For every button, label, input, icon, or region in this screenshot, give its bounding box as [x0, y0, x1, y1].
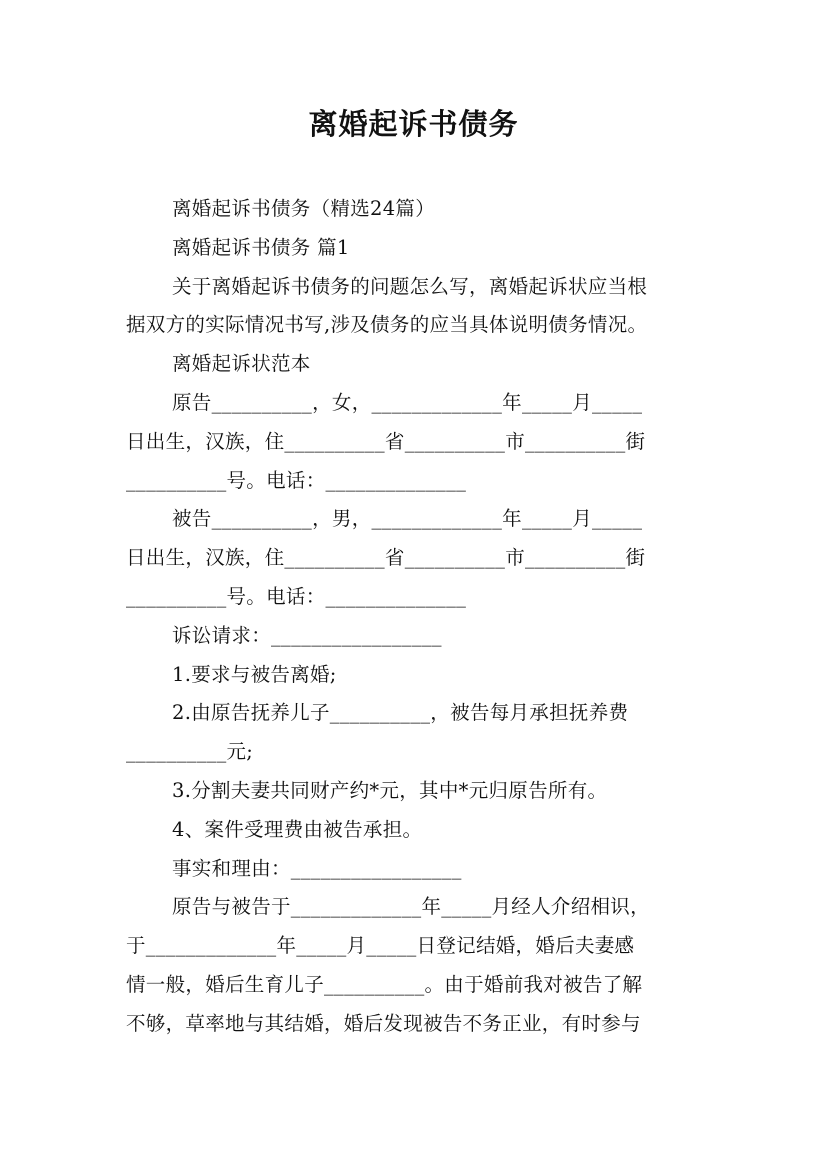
paragraph-line: 离婚起诉状范本 [172, 352, 311, 376]
paragraph-line: 日出生，汉族，住__________省__________市__________街 [126, 546, 646, 570]
paragraph-line: 诉讼请求：_________________ [172, 623, 442, 647]
paragraph-line: 3.分割夫妻共同财产约*元，其中*元归原告所有。 [172, 778, 608, 802]
paragraph-line: 被告__________，男，_____________年_____月_____ [172, 507, 643, 531]
paragraph-line: __________号。电话：______________ [126, 584, 467, 608]
document-title: 离婚起诉书债务 [308, 107, 519, 141]
paragraph-line: 情一般，婚后生育儿子__________。由于婚前我对被告了解 [126, 972, 643, 996]
paragraph-line: 于_____________年_____月_____日登记结婚，婚后夫妻感 [126, 934, 635, 958]
paragraph-line: __________号。电话：______________ [126, 468, 467, 492]
paragraph-line: 关于离婚起诉书债务的问题怎么写，离婚起诉状应当根 [172, 274, 648, 298]
paragraph-line: 据双方的实际情况书写,涉及债务的应当具体说明债务情况。 [126, 313, 648, 337]
paragraph-line: 原告__________，女，_____________年_____月_____ [172, 390, 643, 414]
paragraph-line: 2.由原告抚养儿子__________，被告每月承担抚养费 [172, 701, 629, 725]
paragraph-line: 离婚起诉书债务（精选24篇） [172, 197, 436, 220]
paragraph-line: 不够，草率地与其结婚，婚后发现被告不务正业，有时参与 [126, 1011, 641, 1035]
document-body [126, 190, 704, 1044]
paragraph-line: 1.要求与被告离婚; [172, 662, 337, 686]
paragraph-line: 离婚起诉书债务 篇1 [172, 235, 350, 259]
paragraph-line: 日出生，汉族，住__________省__________市__________街 [126, 429, 646, 453]
paragraph-line: 4、案件受理费由被告承担。 [172, 817, 423, 841]
paragraph-line: 原告与被告于_____________年_____月经人介绍相识， [172, 895, 650, 919]
paragraph-line: 事实和理由：_________________ [172, 856, 462, 880]
paragraph-line: __________元; [126, 740, 254, 764]
